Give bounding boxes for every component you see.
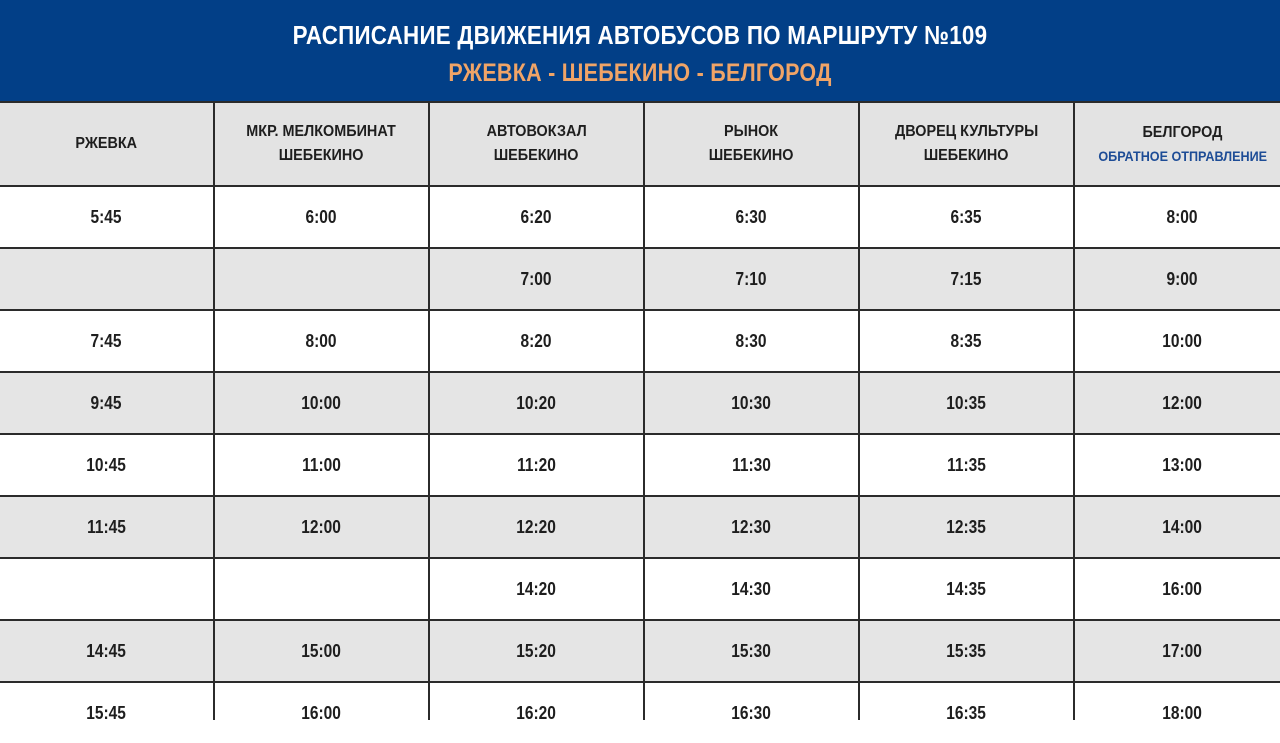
time-cell: 8:00 bbox=[215, 311, 428, 371]
time-cell: 6:30 bbox=[645, 187, 858, 247]
column-header-sublabel: ШЕБЕКИНО bbox=[279, 147, 364, 164]
time-cell: 14:35 bbox=[860, 559, 1073, 619]
schedule-title: РАСПИСАНИЕ ДВИЖЕНИЯ АВТОБУСОВ ПО МАРШРУТУ №109 bbox=[292, 20, 988, 50]
time-cell: 14:30 bbox=[645, 559, 858, 619]
time-cell: 8:35 bbox=[860, 311, 1073, 371]
column-header-label: ДВОРЕЦ КУЛЬТУРЫ bbox=[894, 123, 1039, 140]
time-cell: 11:45 bbox=[0, 497, 213, 557]
time-cell: 12:20 bbox=[430, 497, 643, 557]
schedule-table bbox=[0, 101, 1280, 723]
time-cell: 15:00 bbox=[215, 621, 428, 681]
column-header-label: РЫНОК bbox=[724, 123, 779, 140]
time-cell: 15:20 bbox=[430, 621, 643, 681]
time-cell: 7:45 bbox=[0, 311, 213, 371]
time-cell: 6:35 bbox=[860, 187, 1073, 247]
time-cell: 15:45 bbox=[0, 683, 213, 743]
time-cell: 6:20 bbox=[430, 187, 643, 247]
time-cell: 8:30 bbox=[645, 311, 858, 371]
time-cell: 16:00 bbox=[1075, 559, 1280, 619]
column-header-sublabel: ШЕБЕКИНО bbox=[494, 147, 579, 164]
time-cell bbox=[215, 559, 428, 619]
time-cell: 17:00 bbox=[1075, 621, 1280, 681]
column-header-sublabel: ШЕБЕКИНО bbox=[924, 147, 1009, 164]
column-header-label: БЕЛГОРОД bbox=[1142, 124, 1223, 141]
column-header-label: МКР. МЕЛКОМБИНАТ bbox=[246, 123, 397, 140]
time-cell: 5:45 bbox=[0, 187, 213, 247]
column-header-rzhevka bbox=[0, 103, 213, 185]
time-cell: 11:20 bbox=[430, 435, 643, 495]
time-cell: 9:45 bbox=[0, 373, 213, 433]
time-cell: 7:00 bbox=[430, 249, 643, 309]
time-cell: 10:45 bbox=[0, 435, 213, 495]
time-cell: 14:20 bbox=[430, 559, 643, 619]
route-subtitle: РЖЕВКА - ШЕБЕКИНО - БЕЛГОРОД bbox=[448, 59, 832, 87]
time-cell: 11:30 bbox=[645, 435, 858, 495]
column-header-sublabel: ШЕБЕКИНО bbox=[709, 147, 794, 164]
time-cell: 16:30 bbox=[645, 683, 858, 743]
time-cell: 10:30 bbox=[645, 373, 858, 433]
time-cell: 13:00 bbox=[1075, 435, 1280, 495]
time-cell: 16:20 bbox=[430, 683, 643, 743]
schedule-header bbox=[0, 0, 1280, 101]
time-cell: 6:00 bbox=[215, 187, 428, 247]
time-cell: 10:00 bbox=[1075, 311, 1280, 371]
time-cell: 7:10 bbox=[645, 249, 858, 309]
time-cell: 11:00 bbox=[215, 435, 428, 495]
time-cell: 12:00 bbox=[215, 497, 428, 557]
time-cell: 14:00 bbox=[1075, 497, 1280, 557]
time-cell: 8:20 bbox=[430, 311, 643, 371]
time-cell: 12:30 bbox=[645, 497, 858, 557]
time-cell bbox=[0, 249, 213, 309]
time-cell bbox=[215, 249, 428, 309]
time-cell: 7:15 bbox=[860, 249, 1073, 309]
time-cell: 12:35 bbox=[860, 497, 1073, 557]
time-cell: 10:00 bbox=[215, 373, 428, 433]
time-cell: 15:35 bbox=[860, 621, 1073, 681]
time-cell: 9:00 bbox=[1075, 249, 1280, 309]
time-cell: 11:35 bbox=[860, 435, 1073, 495]
time-cell: 10:20 bbox=[430, 373, 643, 433]
column-header-melkombinat bbox=[215, 103, 428, 185]
column-header-dvorets-kultury bbox=[860, 103, 1073, 185]
time-cell: 8:00 bbox=[1075, 187, 1280, 247]
time-cell bbox=[0, 559, 213, 619]
time-cell: 16:00 bbox=[215, 683, 428, 743]
time-cell: 16:35 bbox=[860, 683, 1073, 743]
return-departure-note: ОБРАТНОЕ ОТПРАВЛЕНИЕ bbox=[1098, 148, 1267, 164]
column-header-avtovokzal bbox=[430, 103, 643, 185]
column-header-label: РЖЕВКА bbox=[75, 135, 138, 152]
column-header-belgorod bbox=[1075, 103, 1280, 185]
time-cell: 14:45 bbox=[0, 621, 213, 681]
time-cell: 12:00 bbox=[1075, 373, 1280, 433]
column-header-rynok bbox=[645, 103, 858, 185]
time-cell: 18:00 bbox=[1075, 683, 1280, 743]
column-header-label: АВТОВОКЗАЛ bbox=[486, 123, 587, 140]
time-cell: 15:30 bbox=[645, 621, 858, 681]
time-cell: 10:35 bbox=[860, 373, 1073, 433]
